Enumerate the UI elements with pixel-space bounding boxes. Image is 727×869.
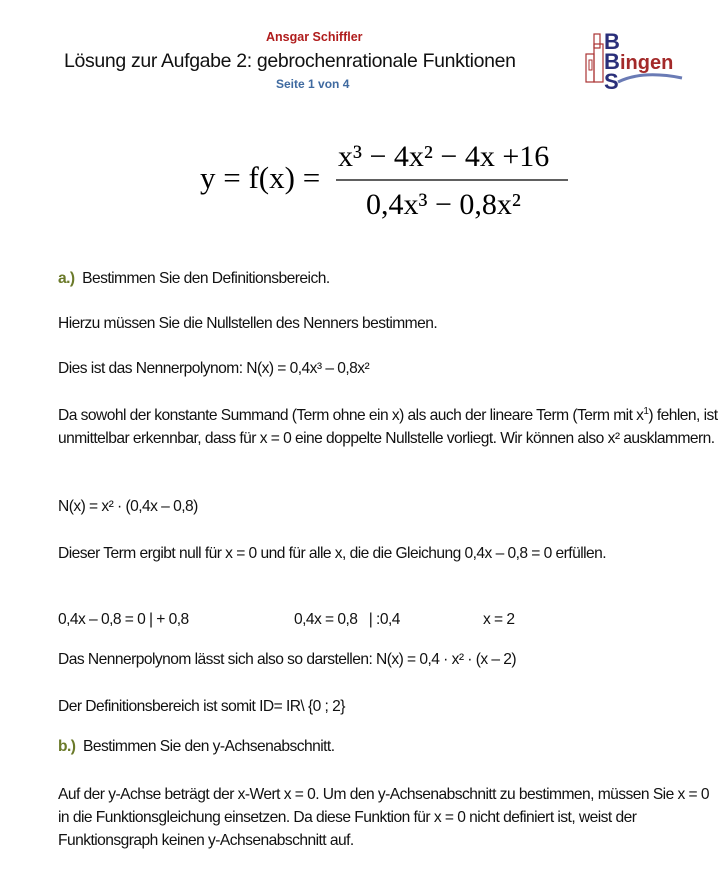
paragraph-a5: Dieser Term ergibt null für x = 0 und für alle x, die die Gleichung 0,4x – 0,8 = 0 erfüllen.: [58, 545, 607, 562]
paragraph-a3-superscript: 1: [643, 405, 649, 417]
page-indicator: Seite 1 von 4: [276, 77, 350, 91]
task-a: [58, 270, 330, 288]
logo-letter-b2: B: [604, 49, 620, 74]
formula-lhs: y = f(x) =: [200, 160, 321, 195]
paragraph-b1: Auf der y-Achse beträgt der x-Wert x = 0. Um den y-Achsenabschnitt zu bestimmen, müssen Sie x = 0 in die Funktionsgleichung einsetzen. Da diese Funktion für x = 0 nicht definiert ist, weist der Funktionsgraph keinen y-Achsenabschnitt auf.: [58, 786, 709, 849]
paragraph-a6: Das Nennerpolynom lässt sich also so darstellen: N(x) = 0,4 · x² · (x – 2): [58, 651, 517, 668]
author-name: Ansgar Schiffler: [266, 30, 363, 44]
paragraph-a3-part1: Da sowohl der konstante Summand (Term ohne ein x) als auch der lineare Term (Term mit x: [58, 407, 644, 424]
function-formula: [198, 136, 578, 234]
task-b: [58, 738, 334, 756]
paragraph-a2: Dies ist das Nennerpolynom: N(x) = 0,4x³ – 0,8x²: [58, 360, 370, 377]
task-a-text: Bestimmen Sie den Definitionsbereich.: [82, 270, 330, 287]
equation-step-1: 0,4x – 0,8 = 0 | + 0,8: [58, 611, 189, 628]
logo-letter-b1: B: [604, 30, 620, 54]
formula-denominator: 0,4x³ − 0,8x²: [366, 188, 521, 221]
document-title: Lösung zur Aufgabe 2: gebrochenrationale Funktionen: [64, 50, 516, 72]
equation-step-2: 0,4x = 0,8 | :0,4: [294, 611, 400, 628]
paragraph-a4: N(x) = x² · (0,4x – 0,8): [58, 498, 198, 515]
paragraph-a1: Hierzu müssen Sie die Nullstellen des Nenners bestimmen.: [58, 315, 438, 332]
paragraph-a3-part2: ) fehlen, ist unmittelbar erkennbar, dass für x = 0 eine doppelte Nullstelle vorliegt. Wir können also x² ausklammern.: [58, 407, 718, 447]
equation-step-3: x = 2: [483, 611, 515, 628]
task-b-text: Bestimmen Sie den y-Achsenabschnitt.: [82, 738, 335, 755]
logo-word-ingen: ingen: [620, 52, 674, 74]
task-a-label: a.): [58, 270, 75, 287]
paragraph-a7: Der Definitionsbereich ist somit ID= IR\ {0 ; 2}: [58, 698, 345, 715]
logo-letter-s: S: [604, 69, 619, 92]
bbs-bingen-logo: [582, 30, 692, 92]
paragraph-a3: [58, 404, 720, 450]
task-b-label: b.): [58, 738, 76, 755]
formula-numerator: x³ − 4x² − 4x +16: [338, 140, 550, 173]
